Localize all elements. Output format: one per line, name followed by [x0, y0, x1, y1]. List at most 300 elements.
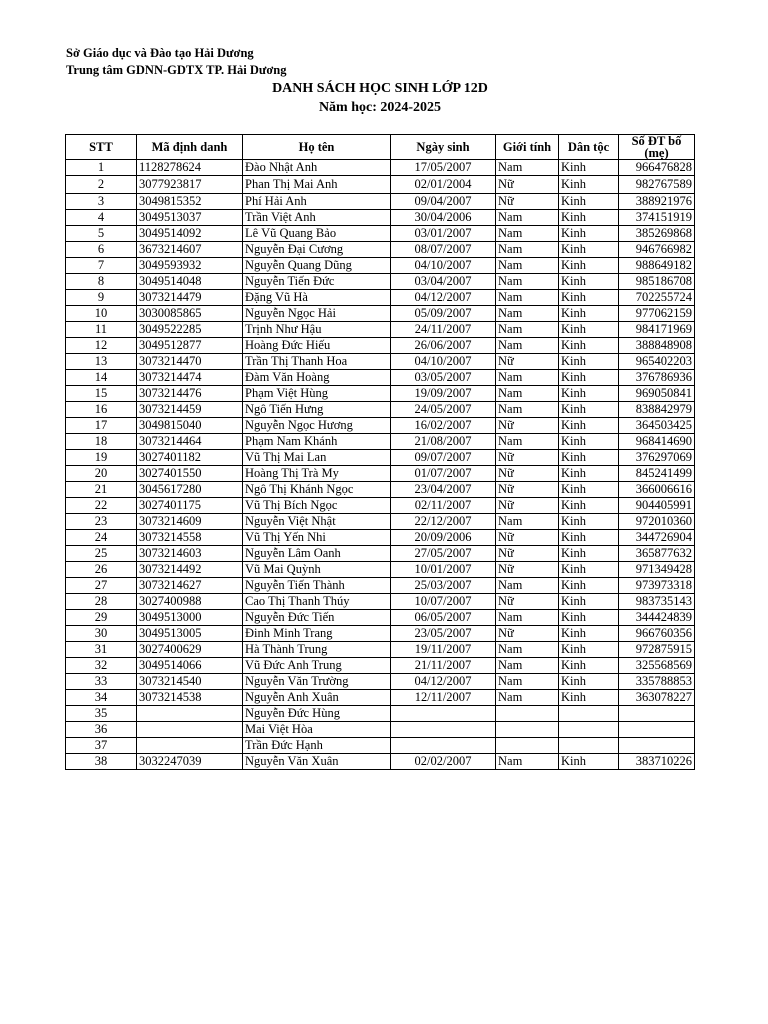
- cell-dob: [391, 738, 496, 754]
- cell-gender: Nữ: [496, 194, 559, 210]
- cell-id: 3032247039: [137, 754, 243, 770]
- cell-gender: Nữ: [496, 546, 559, 562]
- col-stt: STT: [66, 135, 137, 160]
- cell-name: Trần Việt Anh: [243, 210, 391, 226]
- table-row: [66, 290, 695, 306]
- cell-name: Nguyễn Văn Xuân: [243, 754, 391, 770]
- cell-stt: 2: [66, 176, 137, 194]
- table-row: [66, 642, 695, 658]
- cell-ethnicity: Kinh: [559, 642, 619, 658]
- cell-ethnicity: Kinh: [559, 674, 619, 690]
- cell-name: Đàm Văn Hoàng: [243, 370, 391, 386]
- cell-ethnicity: Kinh: [559, 160, 619, 176]
- table-row: [66, 482, 695, 498]
- table-row: [66, 418, 695, 434]
- cell-phone: 983735143: [619, 594, 695, 610]
- cell-id: 3073214603: [137, 546, 243, 562]
- table-row: [66, 626, 695, 642]
- cell-id: 3049815352: [137, 194, 243, 210]
- cell-phone: 984171969: [619, 322, 695, 338]
- cell-dob: 25/03/2007: [391, 578, 496, 594]
- cell-name: Phạm Việt Hùng: [243, 386, 391, 402]
- cell-phone: 374151919: [619, 210, 695, 226]
- cell-gender: Nam: [496, 258, 559, 274]
- cell-id: 3073214538: [137, 690, 243, 706]
- cell-gender: Nam: [496, 290, 559, 306]
- cell-dob: 21/08/2007: [391, 434, 496, 450]
- cell-id: 3049514048: [137, 274, 243, 290]
- cell-id: [137, 738, 243, 754]
- table-row: [66, 610, 695, 626]
- table-row: [66, 370, 695, 386]
- cell-dob: 30/04/2006: [391, 210, 496, 226]
- cell-gender: Nữ: [496, 466, 559, 482]
- cell-stt: 18: [66, 434, 137, 450]
- cell-stt: 33: [66, 674, 137, 690]
- cell-ethnicity: [559, 722, 619, 738]
- cell-gender: Nam: [496, 386, 559, 402]
- cell-gender: Nam: [496, 370, 559, 386]
- cell-name: Phan Thị Mai Anh: [243, 176, 391, 194]
- cell-id: 3027400988: [137, 594, 243, 610]
- cell-dob: 26/06/2007: [391, 338, 496, 354]
- cell-id: 3073214492: [137, 562, 243, 578]
- cell-stt: 19: [66, 450, 137, 466]
- col-ethnicity: Dân tộc: [559, 135, 619, 160]
- table-row: [66, 338, 695, 354]
- cell-phone: 383710226: [619, 754, 695, 770]
- cell-stt: 20: [66, 466, 137, 482]
- cell-id: 3049514092: [137, 226, 243, 242]
- table-row: [66, 498, 695, 514]
- cell-id: 3049593932: [137, 258, 243, 274]
- cell-gender: Nam: [496, 306, 559, 322]
- cell-ethnicity: Kinh: [559, 306, 619, 322]
- cell-ethnicity: Kinh: [559, 370, 619, 386]
- table-row: [66, 658, 695, 674]
- table-header-row: [66, 135, 695, 160]
- cell-stt: 24: [66, 530, 137, 546]
- table-row: [66, 354, 695, 370]
- cell-id: 3673214607: [137, 242, 243, 258]
- cell-phone: 838842979: [619, 402, 695, 418]
- cell-dob: 03/05/2007: [391, 370, 496, 386]
- table-row: [66, 226, 695, 242]
- cell-phone: 366006616: [619, 482, 695, 498]
- cell-id: 3049513005: [137, 626, 243, 642]
- cell-id: 3049514066: [137, 658, 243, 674]
- cell-dob: 23/05/2007: [391, 626, 496, 642]
- cell-stt: 36: [66, 722, 137, 738]
- cell-dob: 20/09/2006: [391, 530, 496, 546]
- cell-stt: 31: [66, 642, 137, 658]
- table-row: [66, 514, 695, 530]
- table-row: [66, 562, 695, 578]
- col-gender: Giới tính: [496, 135, 559, 160]
- cell-name: Nguyễn Việt Nhật: [243, 514, 391, 530]
- cell-ethnicity: Kinh: [559, 402, 619, 418]
- cell-phone: 385269868: [619, 226, 695, 242]
- cell-ethnicity: Kinh: [559, 290, 619, 306]
- cell-stt: 30: [66, 626, 137, 642]
- cell-ethnicity: Kinh: [559, 176, 619, 194]
- cell-name: Mai Việt Hòa: [243, 722, 391, 738]
- cell-name: Cao Thị Thanh Thúy: [243, 594, 391, 610]
- table-row: [66, 546, 695, 562]
- cell-phone: 363078227: [619, 690, 695, 706]
- cell-dob: [391, 722, 496, 738]
- cell-dob: 09/04/2007: [391, 194, 496, 210]
- cell-gender: Nữ: [496, 530, 559, 546]
- cell-gender: Nữ: [496, 482, 559, 498]
- cell-stt: 32: [66, 658, 137, 674]
- cell-phone: 344424839: [619, 610, 695, 626]
- cell-gender: Nữ: [496, 450, 559, 466]
- table-row: [66, 690, 695, 706]
- table-row: [66, 706, 695, 722]
- cell-name: Nguyễn Anh Xuân: [243, 690, 391, 706]
- cell-ethnicity: Kinh: [559, 594, 619, 610]
- cell-phone: 968414690: [619, 434, 695, 450]
- cell-name: Nguyễn Đức Tiến: [243, 610, 391, 626]
- table-row: [66, 738, 695, 754]
- cell-phone: 364503425: [619, 418, 695, 434]
- table-row: [66, 594, 695, 610]
- cell-stt: 17: [66, 418, 137, 434]
- cell-id: 3049522285: [137, 322, 243, 338]
- cell-ethnicity: Kinh: [559, 610, 619, 626]
- cell-stt: 10: [66, 306, 137, 322]
- col-dob: Ngày sinh: [391, 135, 496, 160]
- cell-id: 3073214464: [137, 434, 243, 450]
- cell-dob: 21/11/2007: [391, 658, 496, 674]
- cell-id: 3073214474: [137, 370, 243, 386]
- cell-phone: 388848908: [619, 338, 695, 354]
- cell-ethnicity: Kinh: [559, 546, 619, 562]
- cell-stt: 4: [66, 210, 137, 226]
- cell-ethnicity: Kinh: [559, 434, 619, 450]
- col-phone: Số ĐT bố (mẹ): [619, 135, 695, 160]
- cell-id: 3049512877: [137, 338, 243, 354]
- cell-name: Vũ Đức Anh Trung: [243, 658, 391, 674]
- cell-dob: 12/11/2007: [391, 690, 496, 706]
- cell-id: 3073214459: [137, 402, 243, 418]
- cell-phone: 971349428: [619, 562, 695, 578]
- cell-stt: 35: [66, 706, 137, 722]
- cell-dob: 09/07/2007: [391, 450, 496, 466]
- cell-gender: Nữ: [496, 562, 559, 578]
- cell-ethnicity: Kinh: [559, 194, 619, 210]
- cell-stt: 28: [66, 594, 137, 610]
- cell-id: 3027400629: [137, 642, 243, 658]
- cell-dob: 10/07/2007: [391, 594, 496, 610]
- cell-gender: Nữ: [496, 418, 559, 434]
- cell-stt: 27: [66, 578, 137, 594]
- cell-id: 3030085865: [137, 306, 243, 322]
- table-row: [66, 386, 695, 402]
- cell-phone: 335788853: [619, 674, 695, 690]
- cell-name: Phí Hải Anh: [243, 194, 391, 210]
- student-table: [65, 134, 695, 770]
- cell-phone: 702255724: [619, 290, 695, 306]
- cell-phone: [619, 722, 695, 738]
- cell-ethnicity: Kinh: [559, 498, 619, 514]
- cell-phone: 325568569: [619, 658, 695, 674]
- cell-name: Nguyễn Lâm Oanh: [243, 546, 391, 562]
- cell-ethnicity: Kinh: [559, 274, 619, 290]
- cell-name: Trần Thị Thanh Hoa: [243, 354, 391, 370]
- cell-stt: 8: [66, 274, 137, 290]
- cell-dob: 01/07/2007: [391, 466, 496, 482]
- cell-gender: [496, 722, 559, 738]
- cell-stt: 23: [66, 514, 137, 530]
- cell-ethnicity: Kinh: [559, 562, 619, 578]
- cell-ethnicity: Kinh: [559, 354, 619, 370]
- cell-name: Hà Thành Trung: [243, 642, 391, 658]
- header-center: Trung tâm GDNN-GDTX TP. Hải Dương: [66, 63, 287, 77]
- cell-phone: 344726904: [619, 530, 695, 546]
- cell-stt: 16: [66, 402, 137, 418]
- table-row: [66, 274, 695, 290]
- cell-phone: 972875915: [619, 642, 695, 658]
- cell-ethnicity: Kinh: [559, 754, 619, 770]
- cell-ethnicity: Kinh: [559, 242, 619, 258]
- table-row: [66, 674, 695, 690]
- cell-ethnicity: Kinh: [559, 450, 619, 466]
- cell-dob: 06/05/2007: [391, 610, 496, 626]
- cell-name: Đinh Minh Trang: [243, 626, 391, 642]
- cell-id: 3077923817: [137, 176, 243, 194]
- cell-gender: Nam: [496, 274, 559, 290]
- cell-id: 3027401550: [137, 466, 243, 482]
- cell-phone: [619, 706, 695, 722]
- cell-gender: Nam: [496, 322, 559, 338]
- cell-gender: Nam: [496, 642, 559, 658]
- cell-ethnicity: Kinh: [559, 338, 619, 354]
- cell-phone: 904405991: [619, 498, 695, 514]
- cell-id: 3045617280: [137, 482, 243, 498]
- cell-name: Nguyễn Tiến Thành: [243, 578, 391, 594]
- cell-id: 3027401175: [137, 498, 243, 514]
- cell-ethnicity: Kinh: [559, 226, 619, 242]
- cell-stt: 37: [66, 738, 137, 754]
- cell-name: Ngô Tiến Hưng: [243, 402, 391, 418]
- table-row: [66, 242, 695, 258]
- cell-gender: Nam: [496, 754, 559, 770]
- table-row: [66, 402, 695, 418]
- col-id: Mã định danh: [137, 135, 243, 160]
- table-row: [66, 194, 695, 210]
- table-row: [66, 306, 695, 322]
- cell-name: Vũ Thị Yến Nhi: [243, 530, 391, 546]
- cell-gender: Nam: [496, 578, 559, 594]
- cell-gender: [496, 706, 559, 722]
- cell-id: 3073214558: [137, 530, 243, 546]
- cell-gender: Nam: [496, 210, 559, 226]
- cell-dob: 19/09/2007: [391, 386, 496, 402]
- cell-dob: 05/09/2007: [391, 306, 496, 322]
- cell-dob: 04/10/2007: [391, 354, 496, 370]
- cell-dob: 10/01/2007: [391, 562, 496, 578]
- cell-phone: 966760356: [619, 626, 695, 642]
- cell-stt: 13: [66, 354, 137, 370]
- cell-name: Nguyễn Đức Hùng: [243, 706, 391, 722]
- cell-phone: 365877632: [619, 546, 695, 562]
- cell-gender: Nam: [496, 610, 559, 626]
- cell-ethnicity: Kinh: [559, 658, 619, 674]
- cell-dob: 02/02/2007: [391, 754, 496, 770]
- cell-name: Nguyễn Quang Dũng: [243, 258, 391, 274]
- cell-id: 3073214479: [137, 290, 243, 306]
- cell-phone: [619, 738, 695, 754]
- table-row: [66, 466, 695, 482]
- cell-id: 3049513037: [137, 210, 243, 226]
- cell-dob: 03/01/2007: [391, 226, 496, 242]
- cell-name: Lê Vũ Quang Bảo: [243, 226, 391, 242]
- cell-stt: 26: [66, 562, 137, 578]
- cell-ethnicity: Kinh: [559, 530, 619, 546]
- cell-name: Vũ Mai Quỳnh: [243, 562, 391, 578]
- cell-gender: Nam: [496, 402, 559, 418]
- cell-ethnicity: Kinh: [559, 418, 619, 434]
- cell-ethnicity: Kinh: [559, 386, 619, 402]
- cell-name: Vũ Thị Bích Ngọc: [243, 498, 391, 514]
- cell-gender: Nam: [496, 242, 559, 258]
- cell-name: Hoàng Thị Trà My: [243, 466, 391, 482]
- cell-id: 3073214609: [137, 514, 243, 530]
- cell-phone: 966476828: [619, 160, 695, 176]
- cell-stt: 14: [66, 370, 137, 386]
- cell-name: Ngô Thị Khánh Ngọc: [243, 482, 391, 498]
- cell-phone: 988649182: [619, 258, 695, 274]
- cell-dob: 08/07/2007: [391, 242, 496, 258]
- cell-ethnicity: Kinh: [559, 322, 619, 338]
- cell-phone: 376297069: [619, 450, 695, 466]
- cell-stt: 12: [66, 338, 137, 354]
- cell-dob: 19/11/2007: [391, 642, 496, 658]
- cell-phone: 965402203: [619, 354, 695, 370]
- cell-stt: 29: [66, 610, 137, 626]
- cell-name: Vũ Thị Mai Lan: [243, 450, 391, 466]
- cell-phone: 376786936: [619, 370, 695, 386]
- cell-gender: Nữ: [496, 626, 559, 642]
- cell-stt: 21: [66, 482, 137, 498]
- cell-ethnicity: [559, 738, 619, 754]
- cell-gender: Nữ: [496, 498, 559, 514]
- cell-gender: Nữ: [496, 594, 559, 610]
- cell-gender: Nam: [496, 514, 559, 530]
- cell-id: 3073214540: [137, 674, 243, 690]
- cell-ethnicity: Kinh: [559, 626, 619, 642]
- cell-dob: [391, 706, 496, 722]
- cell-id: 3049815040: [137, 418, 243, 434]
- cell-name: Đặng Vũ Hà: [243, 290, 391, 306]
- cell-name: Nguyễn Ngọc Hương: [243, 418, 391, 434]
- cell-name: Đào Nhật Anh: [243, 160, 391, 176]
- cell-name: Nguyễn Tiến Đức: [243, 274, 391, 290]
- cell-id: [137, 722, 243, 738]
- cell-gender: Nữ: [496, 176, 559, 194]
- cell-dob: 24/11/2007: [391, 322, 496, 338]
- cell-gender: Nam: [496, 690, 559, 706]
- table-row: [66, 578, 695, 594]
- cell-stt: 1: [66, 160, 137, 176]
- cell-dob: 16/02/2007: [391, 418, 496, 434]
- cell-name: Nguyễn Đại Cương: [243, 242, 391, 258]
- cell-id: 3073214470: [137, 354, 243, 370]
- cell-phone: 969050841: [619, 386, 695, 402]
- cell-phone: 972010360: [619, 514, 695, 530]
- cell-name: Trịnh Như Hậu: [243, 322, 391, 338]
- table-row: [66, 322, 695, 338]
- cell-stt: 38: [66, 754, 137, 770]
- cell-phone: 977062159: [619, 306, 695, 322]
- table-row: [66, 210, 695, 226]
- cell-id: [137, 706, 243, 722]
- cell-stt: 11: [66, 322, 137, 338]
- cell-stt: 3: [66, 194, 137, 210]
- cell-gender: Nam: [496, 434, 559, 450]
- cell-phone: 388921976: [619, 194, 695, 210]
- cell-phone: 973973318: [619, 578, 695, 594]
- cell-stt: 5: [66, 226, 137, 242]
- cell-ethnicity: Kinh: [559, 514, 619, 530]
- cell-gender: [496, 738, 559, 754]
- cell-id: 3073214627: [137, 578, 243, 594]
- school-year: Năm học: 2024-2025: [318, 100, 442, 115]
- cell-dob: 17/05/2007: [391, 160, 496, 176]
- cell-phone: 946766982: [619, 242, 695, 258]
- table-row: [66, 530, 695, 546]
- cell-id: 3073214476: [137, 386, 243, 402]
- cell-dob: 02/11/2007: [391, 498, 496, 514]
- table-row: [66, 722, 695, 738]
- cell-gender: Nữ: [496, 354, 559, 370]
- cell-name: Nguyễn Ngọc Hải: [243, 306, 391, 322]
- cell-gender: Nam: [496, 160, 559, 176]
- cell-stt: 25: [66, 546, 137, 562]
- cell-ethnicity: Kinh: [559, 482, 619, 498]
- cell-dob: 04/12/2007: [391, 290, 496, 306]
- cell-dob: 02/01/2004: [391, 176, 496, 194]
- cell-gender: Nam: [496, 658, 559, 674]
- cell-gender: Nam: [496, 674, 559, 690]
- cell-ethnicity: Kinh: [559, 258, 619, 274]
- cell-dob: 23/04/2007: [391, 482, 496, 498]
- cell-phone: 982767589: [619, 176, 695, 194]
- cell-name: Nguyễn Văn Trường: [243, 674, 391, 690]
- cell-dob: 04/12/2007: [391, 674, 496, 690]
- cell-gender: Nam: [496, 338, 559, 354]
- col-name: Họ tên: [243, 135, 391, 160]
- table-row: [66, 450, 695, 466]
- cell-dob: 04/10/2007: [391, 258, 496, 274]
- cell-name: Phạm Nam Khánh: [243, 434, 391, 450]
- cell-name: Trần Đức Hạnh: [243, 738, 391, 754]
- cell-ethnicity: Kinh: [559, 210, 619, 226]
- cell-stt: 22: [66, 498, 137, 514]
- cell-ethnicity: Kinh: [559, 578, 619, 594]
- table-row: [66, 258, 695, 274]
- table-body: [66, 160, 695, 770]
- table-row: [66, 160, 695, 176]
- cell-stt: 7: [66, 258, 137, 274]
- cell-stt: 15: [66, 386, 137, 402]
- cell-phone: 985186708: [619, 274, 695, 290]
- cell-stt: 34: [66, 690, 137, 706]
- cell-stt: 6: [66, 242, 137, 258]
- cell-ethnicity: Kinh: [559, 466, 619, 482]
